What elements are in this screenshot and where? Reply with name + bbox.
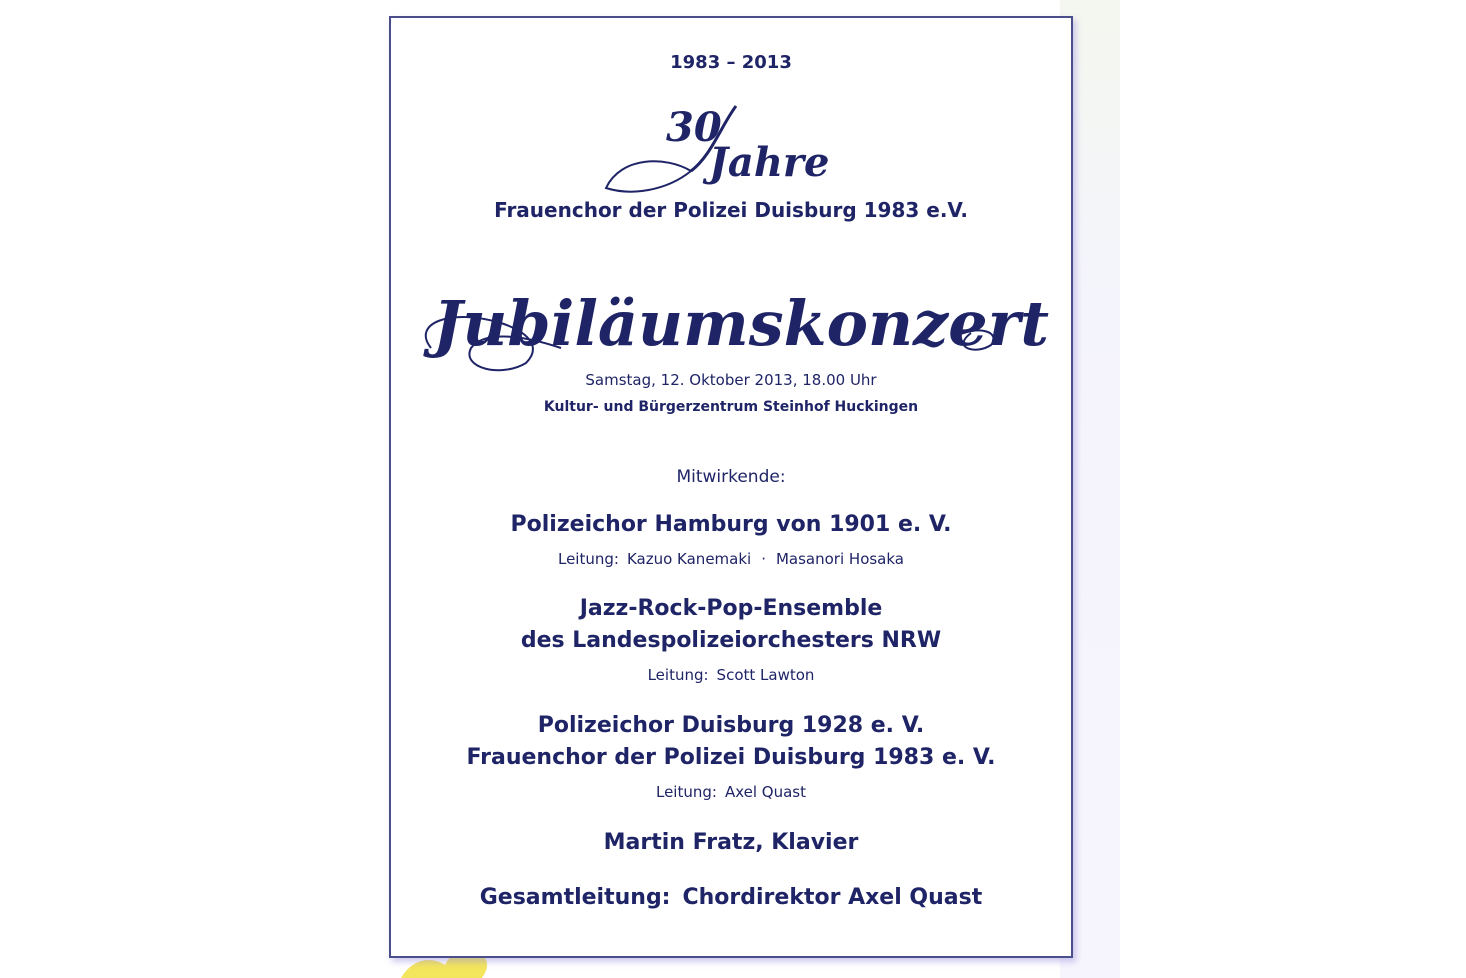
leader-separator: · <box>761 550 766 568</box>
group-1-leader-1: Kazuo Kanemaki <box>626 550 752 568</box>
anniversary-word: Jahre <box>709 139 830 186</box>
group-3-leaders <box>391 783 1071 801</box>
group-1-leaders <box>391 550 1071 568</box>
group-2-leaders <box>391 666 1071 684</box>
group-2-name-line-1: Jazz-Rock-Pop-Ensemble <box>579 596 883 621</box>
group-3-leader-1: Axel Quast <box>724 783 806 801</box>
concert-title-script <box>391 253 1075 383</box>
overall-direction <box>391 885 1071 910</box>
group-3-name-line-1: Polizeichor Duisburg 1928 e. V. <box>537 713 925 738</box>
group-1-leader-label: Leitung: <box>557 550 619 568</box>
soloist: Martin Fratz, Klavier <box>603 830 859 855</box>
concert-title-text: Jubiläumskonzert <box>433 287 1049 360</box>
group-2-leader-1: Scott Lawton <box>716 666 815 684</box>
anniversary-number: 30 <box>666 104 722 151</box>
group-3-leader-label: Leitung: <box>655 783 717 801</box>
anniversary-script <box>391 96 1075 196</box>
concert-date: Samstag, 12. Oktober 2013, 18.00 Uhr <box>585 371 877 389</box>
concert-venue: Kultur- und Bürgerzentrum Steinhof Huckingen <box>543 399 919 415</box>
concert-title <box>391 253 1071 383</box>
group-2-leader-label: Leitung: <box>647 666 709 684</box>
participants-heading: Mitwirkende: <box>676 467 786 487</box>
anniversary-title <box>391 96 1071 196</box>
group-2-name-line-2: des Landespolizeiorchesters NRW <box>520 628 942 653</box>
host-choir: Frauenchor der Polizei Duisburg 1983 e.V. <box>494 198 968 222</box>
anniversary-years: 1983 – 2013 <box>670 52 792 73</box>
group-1-leader-2: Masanori Hosaka <box>775 550 904 568</box>
group-3-name-line-2: Frauenchor der Polizei Duisburg 1983 e. V. <box>466 745 996 770</box>
overall-direction-name: Chordirektor Axel Quast <box>682 885 983 910</box>
concert-flyer <box>389 16 1073 958</box>
overall-direction-label: Gesamtleitung: <box>479 885 671 910</box>
group-1-name: Polizeichor Hamburg von 1901 e. V. <box>510 512 952 537</box>
